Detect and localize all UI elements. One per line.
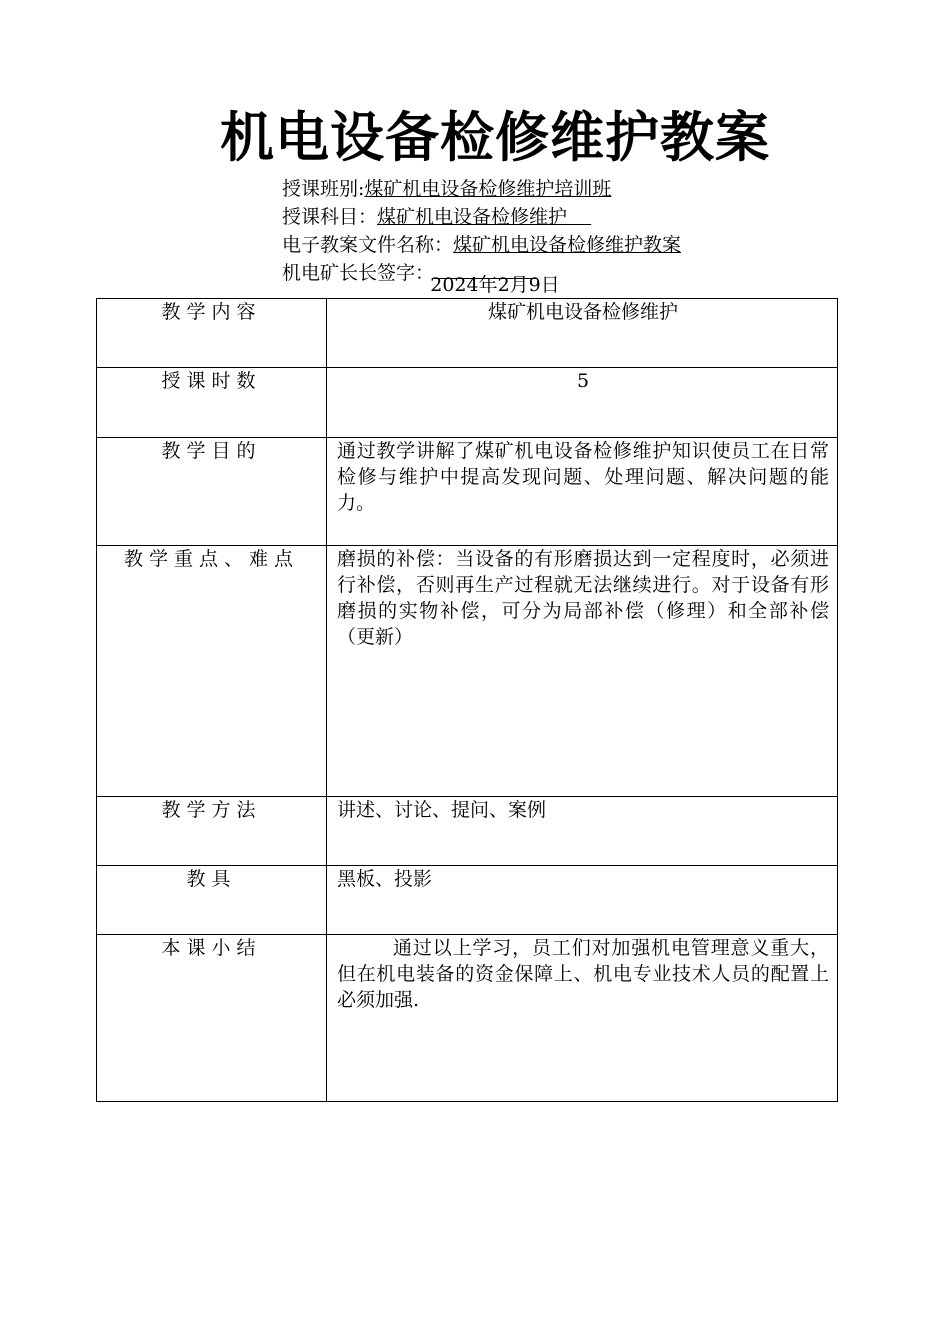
row-value: 通过以上学习，员工们对加强机电管理意义重大，但在机电装备的资金保障上、机电专业技术人员的配置上必须加强.: [327, 935, 838, 1102]
table-row: [97, 866, 838, 935]
class-label: 授课班别:: [282, 178, 365, 200]
row-value: 讲述、讨论、提问、案例: [327, 797, 838, 866]
document-date: 2024年2月9日: [430, 274, 560, 296]
row-value: 5: [327, 368, 838, 438]
table-row: [97, 546, 838, 797]
document-title: 机电设备检修维护教案: [220, 106, 770, 169]
row-value: 煤矿机电设备检修维护: [327, 299, 838, 368]
row-label: 授课时数: [97, 368, 327, 438]
row-label: 教学重点、难点: [97, 546, 327, 797]
subject-label: 授课科目：: [282, 206, 378, 228]
row-label: 教学内容: [97, 299, 327, 368]
table-row: [97, 438, 838, 546]
class-value: 煤矿机电设备检修维护培训班: [364, 178, 612, 200]
document-meta: [282, 175, 681, 287]
table-row: [97, 935, 838, 1102]
row-value: 磨损的补偿：当设备的有形磨损达到一定程度时，必须进行补偿，否则再生产过程就无法继续进行。对于设备有形磨损的实物补偿，可分为局部补偿（修理）和全部补偿（更新）: [327, 546, 838, 797]
row-label: 教学目的: [97, 438, 327, 546]
row-label: 教具: [97, 866, 327, 935]
signature-label: 机电矿长长签字：: [282, 262, 435, 284]
table-row: [97, 299, 838, 368]
row-value: 黑板、投影: [327, 866, 838, 935]
row-label: 教学方法: [97, 797, 327, 866]
row-label: 本课小结: [97, 935, 327, 1102]
class-row: [282, 175, 681, 203]
subject-underline-pad: [567, 206, 591, 228]
file-row: [282, 231, 681, 259]
file-value: 煤矿机电设备检修维护教案: [453, 234, 682, 256]
lesson-plan-table: [96, 298, 838, 1102]
table-row: [97, 368, 838, 438]
table-row: [97, 797, 838, 866]
subject-row: [282, 203, 681, 231]
file-label: 电子教案文件名称：: [282, 234, 454, 256]
row-value: 通过教学讲解了煤矿机电设备检修维护知识使员工在日常检修与维护中提高发现问题、处理问题、解决问题的能力。: [327, 438, 838, 546]
subject-value: 煤矿机电设备检修维护: [377, 206, 568, 228]
